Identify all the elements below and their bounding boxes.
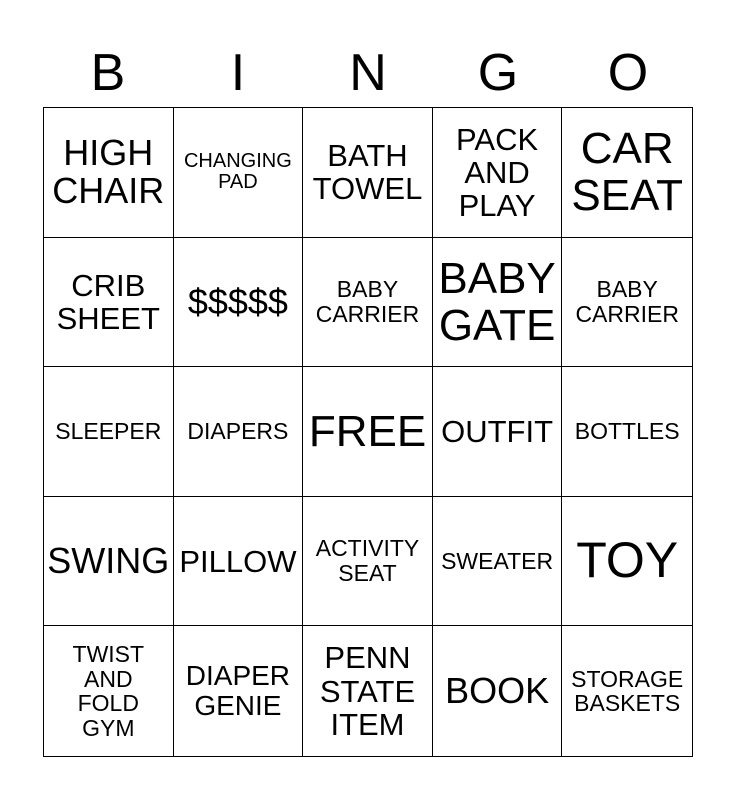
- bingo-cell[interactable]: [303, 626, 433, 756]
- cell-label: BABY CARRIER: [575, 276, 679, 327]
- bingo-board: [43, 107, 693, 757]
- cell-label: DIAPER GENIE: [185, 660, 291, 722]
- header-letter-i: I: [230, 44, 246, 102]
- header-letter-o: O: [607, 44, 649, 102]
- bingo-cell[interactable]: [303, 238, 433, 368]
- bingo-cell[interactable]: [44, 626, 174, 756]
- cell-label: STORAGE BASKETS: [571, 665, 684, 717]
- cell-label: CHANGING PAD: [183, 149, 292, 194]
- bingo-cell[interactable]: [433, 367, 563, 497]
- bingo-cell[interactable]: [303, 108, 433, 238]
- header-letter-b: B: [90, 44, 126, 102]
- bingo-cell[interactable]: [44, 497, 174, 627]
- bingo-cell[interactable]: [562, 108, 692, 238]
- cell-label: BOOK: [445, 669, 550, 711]
- bingo-cell[interactable]: [174, 108, 304, 238]
- bingo-header: [43, 40, 693, 106]
- cell-label: PILLOW: [179, 543, 297, 579]
- bingo-cell[interactable]: [44, 238, 174, 368]
- cell-label: DIAPERS: [187, 418, 289, 445]
- bingo-cell[interactable]: [562, 497, 692, 627]
- cell-label: PENN STATE ITEM: [319, 640, 416, 742]
- cell-label: BATH TOWEL: [312, 138, 423, 207]
- cell-label: TOY: [576, 532, 679, 589]
- bingo-cell[interactable]: [562, 238, 692, 368]
- bingo-cell[interactable]: [303, 497, 433, 627]
- bingo-cell[interactable]: [174, 367, 304, 497]
- cell-label: CAR SEAT: [571, 124, 684, 221]
- header-letter-g: G: [477, 44, 519, 102]
- cell-label: BOTTLES: [574, 418, 680, 445]
- cell-label: SLEEPER: [55, 418, 162, 445]
- bingo-cell[interactable]: [44, 108, 174, 238]
- cell-label: PACK AND PLAY: [456, 121, 539, 223]
- bingo-cell[interactable]: [562, 367, 692, 497]
- bingo-cell[interactable]: [174, 497, 304, 627]
- cell-label: $$$$$: [187, 280, 288, 322]
- free-space-label: FREE: [308, 406, 427, 456]
- bingo-cell[interactable]: [433, 238, 563, 368]
- bingo-cell[interactable]: [433, 497, 563, 627]
- bingo-cell[interactable]: [174, 238, 304, 368]
- cell-label: ACTIVITY SEAT: [315, 535, 420, 587]
- cell-label: OUTFIT: [441, 413, 554, 449]
- bingo-cell[interactable]: [433, 626, 563, 756]
- cell-label: BABY GATE: [438, 253, 556, 350]
- cell-label: HIGH CHAIR: [52, 131, 165, 212]
- header-letter-n: N: [349, 44, 387, 102]
- bingo-cell[interactable]: [174, 626, 304, 756]
- bingo-cell[interactable]: [433, 108, 563, 238]
- cell-label: SWING: [47, 539, 170, 581]
- cell-label: CRIB SHEET: [56, 267, 160, 336]
- cell-label: BABY CARRIER: [315, 276, 420, 327]
- bingo-cell[interactable]: [44, 367, 174, 497]
- cell-label: SWEATER: [441, 547, 554, 574]
- cell-label: TWIST AND FOLD GYM: [72, 640, 145, 741]
- bingo-free-space[interactable]: [303, 367, 433, 497]
- bingo-cell[interactable]: [562, 626, 692, 756]
